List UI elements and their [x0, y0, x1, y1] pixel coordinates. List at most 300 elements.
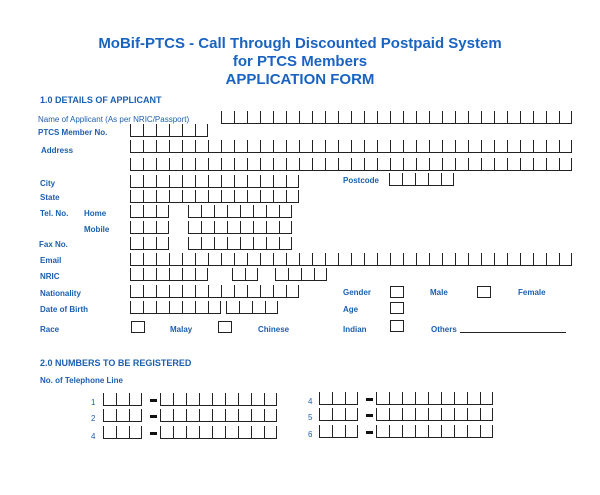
malay-checkbox[interactable]	[131, 321, 145, 333]
char-box[interactable]	[494, 111, 507, 124]
char-box[interactable]	[286, 285, 299, 298]
char-box[interactable]	[130, 221, 143, 234]
phone-prefix-field[interactable]	[103, 426, 142, 439]
char-box[interactable]	[156, 221, 169, 234]
char-box[interactable]	[130, 158, 143, 171]
char-box[interactable]	[332, 392, 345, 405]
char-box[interactable]	[428, 425, 441, 438]
char-box[interactable]	[169, 124, 182, 137]
char-box[interactable]	[156, 140, 169, 153]
char-box[interactable]	[208, 140, 221, 153]
char-box[interactable]	[160, 426, 173, 439]
char-box[interactable]	[351, 111, 364, 124]
char-box[interactable]	[188, 205, 201, 218]
char-box[interactable]	[442, 140, 455, 153]
nric-part3-field[interactable]	[275, 268, 327, 281]
phone-number-field[interactable]	[160, 409, 277, 422]
char-box[interactable]	[288, 268, 301, 281]
char-box[interactable]	[143, 253, 156, 266]
char-box[interactable]	[533, 158, 546, 171]
char-box[interactable]	[279, 205, 292, 218]
char-box[interactable]	[480, 392, 493, 405]
char-box[interactable]	[338, 111, 351, 124]
char-box[interactable]	[212, 426, 225, 439]
char-box[interactable]	[314, 268, 327, 281]
char-box[interactable]	[195, 124, 208, 137]
char-box[interactable]	[143, 285, 156, 298]
char-box[interactable]	[481, 140, 494, 153]
char-box[interactable]	[130, 285, 143, 298]
char-box[interactable]	[402, 408, 415, 421]
char-box[interactable]	[264, 393, 277, 406]
char-box[interactable]	[247, 253, 260, 266]
char-box[interactable]	[169, 301, 182, 314]
char-box[interactable]	[507, 140, 520, 153]
char-box[interactable]	[221, 190, 234, 203]
char-box[interactable]	[273, 111, 286, 124]
char-box[interactable]	[260, 285, 273, 298]
char-box[interactable]	[428, 173, 441, 186]
char-box[interactable]	[480, 425, 493, 438]
char-box[interactable]	[182, 190, 195, 203]
char-box[interactable]	[156, 268, 169, 281]
char-box[interactable]	[266, 237, 279, 250]
char-box[interactable]	[533, 111, 546, 124]
char-box[interactable]	[325, 158, 338, 171]
char-box[interactable]	[212, 409, 225, 422]
phone-number-field[interactable]	[376, 392, 493, 405]
char-box[interactable]	[195, 285, 208, 298]
char-box[interactable]	[467, 408, 480, 421]
char-box[interactable]	[325, 111, 338, 124]
char-box[interactable]	[319, 408, 332, 421]
char-box[interactable]	[351, 140, 364, 153]
char-box[interactable]	[273, 253, 286, 266]
char-box[interactable]	[389, 425, 402, 438]
phone-number-field[interactable]	[376, 425, 493, 438]
home-number-field[interactable]	[188, 205, 292, 218]
char-box[interactable]	[169, 158, 182, 171]
char-box[interactable]	[169, 253, 182, 266]
char-box[interactable]	[238, 409, 251, 422]
char-box[interactable]	[253, 237, 266, 250]
char-box[interactable]	[559, 140, 572, 153]
char-box[interactable]	[265, 301, 278, 314]
char-box[interactable]	[507, 158, 520, 171]
char-box[interactable]	[364, 111, 377, 124]
char-box[interactable]	[156, 190, 169, 203]
char-box[interactable]	[377, 111, 390, 124]
char-box[interactable]	[240, 205, 253, 218]
char-box[interactable]	[494, 140, 507, 153]
address-line2-field[interactable]	[130, 158, 572, 171]
char-box[interactable]	[221, 158, 234, 171]
char-box[interactable]	[221, 140, 234, 153]
char-box[interactable]	[239, 301, 252, 314]
char-box[interactable]	[416, 140, 429, 153]
char-box[interactable]	[454, 425, 467, 438]
char-box[interactable]	[273, 190, 286, 203]
fax-number-field[interactable]	[188, 237, 292, 250]
char-box[interactable]	[332, 425, 345, 438]
char-box[interactable]	[188, 237, 201, 250]
char-box[interactable]	[442, 253, 455, 266]
char-box[interactable]	[389, 392, 402, 405]
char-box[interactable]	[253, 221, 266, 234]
char-box[interactable]	[169, 268, 182, 281]
char-box[interactable]	[221, 111, 234, 124]
char-box[interactable]	[214, 205, 227, 218]
char-box[interactable]	[182, 253, 195, 266]
char-box[interactable]	[103, 409, 116, 422]
male-checkbox[interactable]	[390, 286, 404, 298]
char-box[interactable]	[338, 158, 351, 171]
char-box[interactable]	[130, 140, 143, 153]
char-box[interactable]	[199, 393, 212, 406]
char-box[interactable]	[238, 426, 251, 439]
char-box[interactable]	[286, 253, 299, 266]
char-box[interactable]	[319, 425, 332, 438]
char-box[interactable]	[266, 205, 279, 218]
home-area-field[interactable]	[130, 205, 169, 218]
nric-part1-field[interactable]	[130, 268, 208, 281]
phone-prefix-field[interactable]	[103, 393, 142, 406]
char-box[interactable]	[390, 253, 403, 266]
char-box[interactable]	[129, 409, 142, 422]
char-box[interactable]	[143, 140, 156, 153]
state-field[interactable]	[130, 190, 299, 203]
email-field[interactable]	[130, 253, 572, 266]
char-box[interactable]	[345, 425, 358, 438]
char-box[interactable]	[247, 190, 260, 203]
char-box[interactable]	[260, 111, 273, 124]
char-box[interactable]	[377, 253, 390, 266]
char-box[interactable]	[214, 237, 227, 250]
char-box[interactable]	[442, 111, 455, 124]
char-box[interactable]	[227, 221, 240, 234]
char-box[interactable]	[247, 111, 260, 124]
char-box[interactable]	[212, 393, 225, 406]
char-box[interactable]	[143, 237, 156, 250]
char-box[interactable]	[143, 158, 156, 171]
char-box[interactable]	[208, 301, 221, 314]
char-box[interactable]	[403, 158, 416, 171]
char-box[interactable]	[377, 140, 390, 153]
char-box[interactable]	[377, 158, 390, 171]
char-box[interactable]	[234, 190, 247, 203]
char-box[interactable]	[130, 237, 143, 250]
char-box[interactable]	[182, 301, 195, 314]
char-box[interactable]	[345, 408, 358, 421]
char-box[interactable]	[325, 253, 338, 266]
char-box[interactable]	[403, 140, 416, 153]
char-box[interactable]	[227, 237, 240, 250]
char-box[interactable]	[301, 268, 314, 281]
char-box[interactable]	[415, 425, 428, 438]
char-box[interactable]	[520, 111, 533, 124]
char-box[interactable]	[402, 392, 415, 405]
char-box[interactable]	[286, 175, 299, 188]
char-box[interactable]	[130, 268, 143, 281]
char-box[interactable]	[279, 221, 292, 234]
char-box[interactable]	[130, 301, 143, 314]
char-box[interactable]	[247, 140, 260, 153]
char-box[interactable]	[559, 158, 572, 171]
char-box[interactable]	[312, 158, 325, 171]
char-box[interactable]	[364, 253, 377, 266]
char-box[interactable]	[160, 393, 173, 406]
char-box[interactable]	[234, 175, 247, 188]
char-box[interactable]	[429, 111, 442, 124]
char-box[interactable]	[312, 111, 325, 124]
char-box[interactable]	[275, 268, 288, 281]
char-box[interactable]	[273, 140, 286, 153]
char-box[interactable]	[173, 393, 186, 406]
char-box[interactable]	[169, 140, 182, 153]
char-box[interactable]	[143, 268, 156, 281]
char-box[interactable]	[338, 140, 351, 153]
char-box[interactable]	[143, 205, 156, 218]
char-box[interactable]	[208, 175, 221, 188]
char-box[interactable]	[182, 140, 195, 153]
char-box[interactable]	[468, 158, 481, 171]
char-box[interactable]	[156, 175, 169, 188]
char-box[interactable]	[201, 205, 214, 218]
char-box[interactable]	[234, 158, 247, 171]
char-box[interactable]	[319, 392, 332, 405]
char-box[interactable]	[156, 253, 169, 266]
char-box[interactable]	[226, 301, 239, 314]
char-box[interactable]	[208, 190, 221, 203]
char-box[interactable]	[221, 253, 234, 266]
phone-prefix-field[interactable]	[103, 409, 142, 422]
char-box[interactable]	[251, 409, 264, 422]
char-box[interactable]	[130, 205, 143, 218]
char-box[interactable]	[227, 205, 240, 218]
char-box[interactable]	[442, 158, 455, 171]
char-box[interactable]	[169, 190, 182, 203]
char-box[interactable]	[169, 285, 182, 298]
char-box[interactable]	[195, 253, 208, 266]
char-box[interactable]	[455, 140, 468, 153]
char-box[interactable]	[441, 392, 454, 405]
char-box[interactable]	[494, 253, 507, 266]
char-box[interactable]	[286, 158, 299, 171]
char-box[interactable]	[415, 408, 428, 421]
char-box[interactable]	[238, 393, 251, 406]
char-box[interactable]	[266, 221, 279, 234]
char-box[interactable]	[273, 158, 286, 171]
char-box[interactable]	[182, 175, 195, 188]
char-box[interactable]	[273, 175, 286, 188]
phone-prefix-field[interactable]	[319, 425, 358, 438]
char-box[interactable]	[260, 158, 273, 171]
char-box[interactable]	[245, 268, 258, 281]
char-box[interactable]	[481, 253, 494, 266]
phone-number-field[interactable]	[160, 393, 277, 406]
char-box[interactable]	[234, 140, 247, 153]
char-box[interactable]	[390, 158, 403, 171]
name-field[interactable]	[221, 111, 572, 124]
mobile-area-field[interactable]	[130, 221, 169, 234]
char-box[interactable]	[312, 253, 325, 266]
char-box[interactable]	[247, 158, 260, 171]
char-box[interactable]	[201, 237, 214, 250]
char-box[interactable]	[533, 253, 546, 266]
char-box[interactable]	[402, 173, 415, 186]
chinese-checkbox[interactable]	[218, 321, 232, 333]
char-box[interactable]	[299, 111, 312, 124]
char-box[interactable]	[156, 205, 169, 218]
phone-number-field[interactable]	[376, 408, 493, 421]
char-box[interactable]	[160, 409, 173, 422]
char-box[interactable]	[546, 253, 559, 266]
char-box[interactable]	[260, 175, 273, 188]
char-box[interactable]	[332, 408, 345, 421]
char-box[interactable]	[494, 158, 507, 171]
char-box[interactable]	[182, 158, 195, 171]
char-box[interactable]	[234, 253, 247, 266]
char-box[interactable]	[264, 426, 277, 439]
char-box[interactable]	[429, 140, 442, 153]
fax-area-field[interactable]	[130, 237, 169, 250]
char-box[interactable]	[345, 392, 358, 405]
char-box[interactable]	[225, 409, 238, 422]
char-box[interactable]	[480, 408, 493, 421]
char-box[interactable]	[454, 408, 467, 421]
char-box[interactable]	[221, 175, 234, 188]
char-box[interactable]	[403, 111, 416, 124]
char-box[interactable]	[221, 285, 234, 298]
char-box[interactable]	[286, 190, 299, 203]
char-box[interactable]	[428, 392, 441, 405]
indian-checkbox[interactable]	[390, 320, 404, 332]
char-box[interactable]	[240, 237, 253, 250]
char-box[interactable]	[143, 221, 156, 234]
char-box[interactable]	[416, 253, 429, 266]
char-box[interactable]	[156, 158, 169, 171]
city-field[interactable]	[130, 175, 299, 188]
char-box[interactable]	[182, 285, 195, 298]
char-box[interactable]	[251, 393, 264, 406]
char-box[interactable]	[130, 253, 143, 266]
char-box[interactable]	[173, 426, 186, 439]
char-box[interactable]	[441, 408, 454, 421]
char-box[interactable]	[195, 140, 208, 153]
char-box[interactable]	[376, 408, 389, 421]
char-box[interactable]	[390, 111, 403, 124]
char-box[interactable]	[260, 253, 273, 266]
char-box[interactable]	[376, 425, 389, 438]
char-box[interactable]	[376, 392, 389, 405]
char-box[interactable]	[559, 253, 572, 266]
char-box[interactable]	[214, 221, 227, 234]
char-box[interactable]	[455, 158, 468, 171]
char-box[interactable]	[130, 124, 143, 137]
char-box[interactable]	[520, 158, 533, 171]
member-no-field[interactable]	[130, 124, 208, 137]
char-box[interactable]	[546, 158, 559, 171]
char-box[interactable]	[264, 409, 277, 422]
dob-year-field[interactable]	[226, 301, 278, 314]
others-field[interactable]	[460, 332, 566, 333]
char-box[interactable]	[428, 408, 441, 421]
postcode-field[interactable]	[389, 173, 454, 186]
char-box[interactable]	[389, 408, 402, 421]
char-box[interactable]	[467, 425, 480, 438]
char-box[interactable]	[454, 392, 467, 405]
char-box[interactable]	[429, 253, 442, 266]
dob-field[interactable]	[130, 301, 221, 314]
char-box[interactable]	[116, 393, 129, 406]
char-box[interactable]	[402, 425, 415, 438]
char-box[interactable]	[260, 140, 273, 153]
char-box[interactable]	[299, 253, 312, 266]
char-box[interactable]	[546, 140, 559, 153]
nationality-field[interactable]	[130, 285, 299, 298]
char-box[interactable]	[234, 111, 247, 124]
char-box[interactable]	[130, 175, 143, 188]
char-box[interactable]	[199, 426, 212, 439]
char-box[interactable]	[467, 392, 480, 405]
char-box[interactable]	[455, 111, 468, 124]
char-box[interactable]	[225, 393, 238, 406]
char-box[interactable]	[186, 426, 199, 439]
char-box[interactable]	[325, 140, 338, 153]
char-box[interactable]	[143, 175, 156, 188]
char-box[interactable]	[481, 158, 494, 171]
age-field[interactable]	[390, 302, 404, 314]
char-box[interactable]	[156, 285, 169, 298]
char-box[interactable]	[403, 253, 416, 266]
char-box[interactable]	[507, 111, 520, 124]
address-line1-field[interactable]	[130, 140, 572, 153]
char-box[interactable]	[559, 111, 572, 124]
char-box[interactable]	[247, 175, 260, 188]
char-box[interactable]	[351, 158, 364, 171]
char-box[interactable]	[143, 301, 156, 314]
char-box[interactable]	[520, 253, 533, 266]
female-checkbox[interactable]	[477, 286, 491, 298]
char-box[interactable]	[429, 158, 442, 171]
char-box[interactable]	[201, 221, 214, 234]
char-box[interactable]	[182, 124, 195, 137]
char-box[interactable]	[195, 268, 208, 281]
char-box[interactable]	[208, 158, 221, 171]
char-box[interactable]	[188, 221, 201, 234]
char-box[interactable]	[199, 409, 212, 422]
char-box[interactable]	[351, 253, 364, 266]
char-box[interactable]	[389, 173, 402, 186]
phone-prefix-field[interactable]	[319, 392, 358, 405]
char-box[interactable]	[103, 393, 116, 406]
char-box[interactable]	[286, 111, 299, 124]
char-box[interactable]	[173, 409, 186, 422]
char-box[interactable]	[507, 253, 520, 266]
char-box[interactable]	[299, 140, 312, 153]
char-box[interactable]	[195, 190, 208, 203]
char-box[interactable]	[116, 426, 129, 439]
char-box[interactable]	[416, 111, 429, 124]
char-box[interactable]	[441, 173, 454, 186]
char-box[interactable]	[225, 426, 238, 439]
char-box[interactable]	[253, 205, 266, 218]
char-box[interactable]	[468, 111, 481, 124]
mobile-number-field[interactable]	[188, 221, 292, 234]
char-box[interactable]	[286, 140, 299, 153]
char-box[interactable]	[156, 124, 169, 137]
char-box[interactable]	[103, 426, 116, 439]
